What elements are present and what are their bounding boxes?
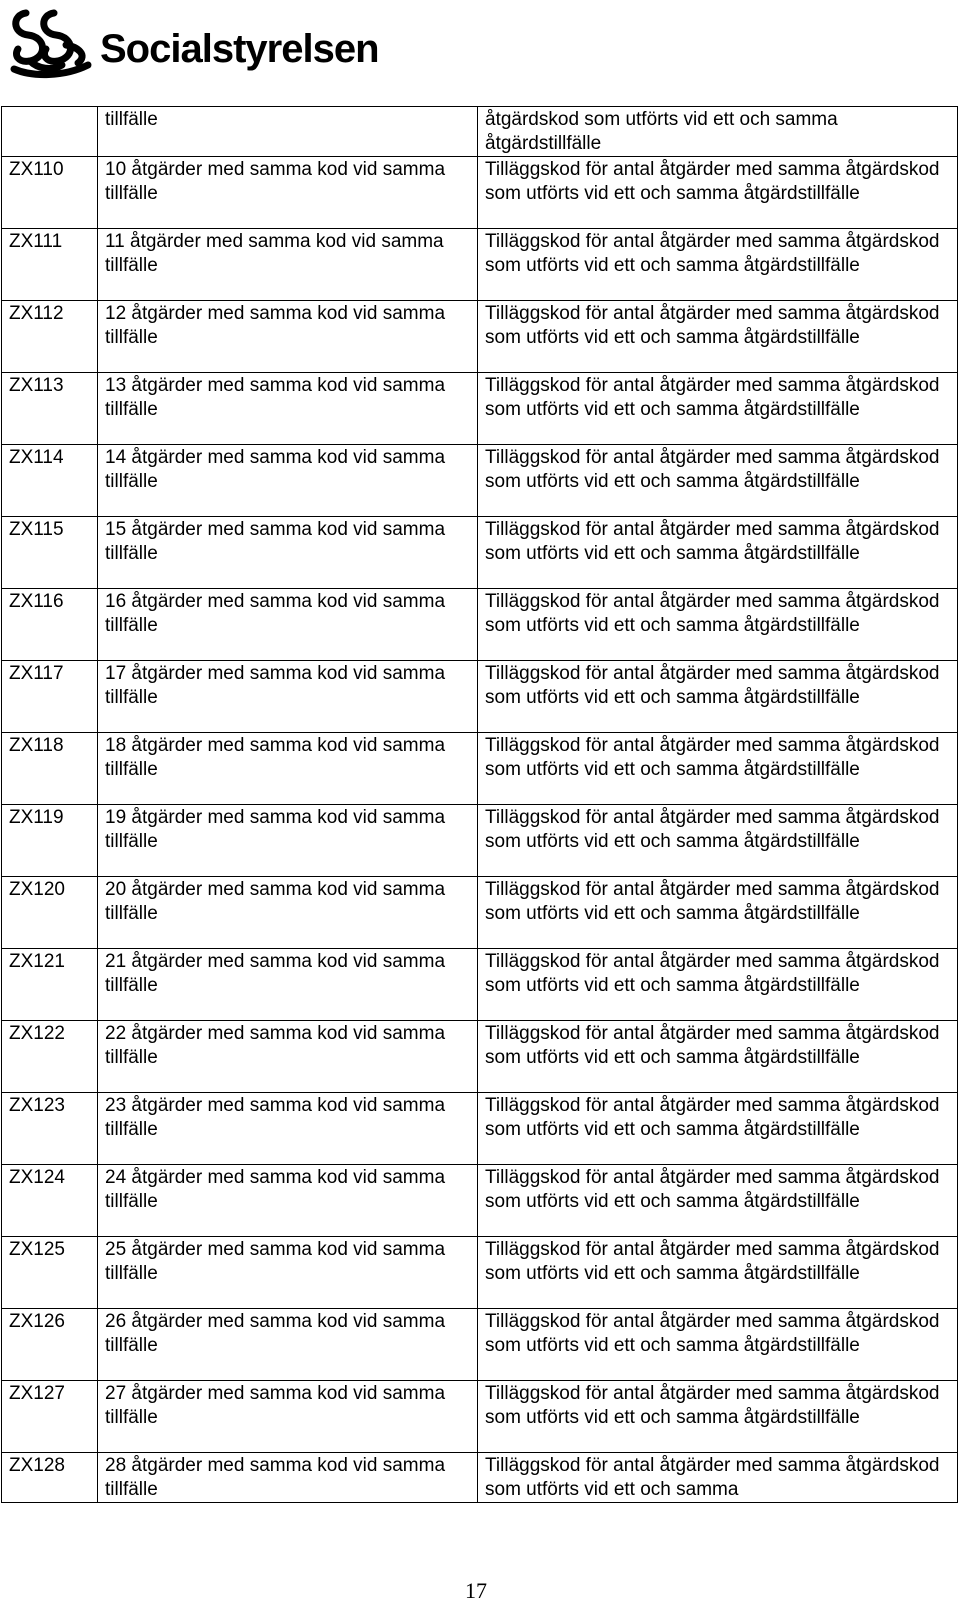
description-cell: Tilläggskod för antal åtgärder med samma åtgärdskod som utförts vid ett och samma åtgärdstillfälle [478,1021,958,1093]
table-row [2,229,958,301]
table-row [2,1165,958,1237]
name-cell: 10 åtgärder med samma kod vid samma tillfälle [98,157,478,229]
description-cell: Tilläggskod för antal åtgärder med samma åtgärdskod som utförts vid ett och samma åtgärdstillfälle [478,445,958,517]
table-row [2,589,958,661]
table-row [2,373,958,445]
code-cell: ZX116 [2,589,98,661]
table-row [2,445,958,517]
table-row [2,1093,958,1165]
description-cell: Tilläggskod för antal åtgärder med samma åtgärdskod som utförts vid ett och samma åtgärdstillfälle [478,1309,958,1381]
code-cell: ZX124 [2,1165,98,1237]
table-row [2,301,958,373]
description-cell: Tilläggskod för antal åtgärder med samma åtgärdskod som utförts vid ett och samma åtgärdstillfälle [478,589,958,661]
socialstyrelsen-logo-icon [8,3,96,79]
name-cell: 12 åtgärder med samma kod vid samma tillfälle [98,301,478,373]
header-logo [8,2,379,80]
name-cell: 17 åtgärder med samma kod vid samma tillfälle [98,661,478,733]
name-cell: 26 åtgärder med samma kod vid samma tillfälle [98,1309,478,1381]
code-cell: ZX113 [2,373,98,445]
table-row [2,877,958,949]
description-cell: åtgärdskod som utförts vid ett och samma åtgärdstillfälle [478,107,958,157]
description-cell: Tilläggskod för antal åtgärder med samma åtgärdskod som utförts vid ett och samma åtgärdstillfälle [478,877,958,949]
name-cell: 16 åtgärder med samma kod vid samma tillfälle [98,589,478,661]
code-cell: ZX119 [2,805,98,877]
table-row [2,733,958,805]
table-body [2,107,958,1503]
code-cell: ZX128 [2,1453,98,1503]
code-cell: ZX126 [2,1309,98,1381]
description-cell: Tilläggskod för antal åtgärder med samma åtgärdskod som utförts vid ett och samma åtgärdstillfälle [478,373,958,445]
code-cell [2,107,98,157]
description-cell: Tilläggskod för antal åtgärder med samma åtgärdskod som utförts vid ett och samma åtgärdstillfälle [478,301,958,373]
name-cell: 28 åtgärder med samma kod vid samma tillfälle [98,1453,478,1503]
table-row [2,1237,958,1309]
description-cell: Tilläggskod för antal åtgärder med samma åtgärdskod som utförts vid ett och samma åtgärdstillfälle [478,733,958,805]
table-row-last [2,1453,958,1503]
org-name: Socialstyrelsen [100,26,379,71]
code-cell: ZX120 [2,877,98,949]
name-cell: 27 åtgärder med samma kod vid samma tillfälle [98,1381,478,1453]
table-row [2,157,958,229]
name-cell: tillfälle [98,107,478,157]
name-cell: 14 åtgärder med samma kod vid samma tillfälle [98,445,478,517]
code-table [1,106,958,1503]
table-row [2,1309,958,1381]
code-cell: ZX110 [2,157,98,229]
name-cell: 13 åtgärder med samma kod vid samma tillfälle [98,373,478,445]
table-row [2,661,958,733]
description-cell: Tilläggskod för antal åtgärder med samma åtgärdskod som utförts vid ett och samma åtgärdstillfälle [478,805,958,877]
description-cell: Tilläggskod för antal åtgärder med samma åtgärdskod som utförts vid ett och samma åtgärdstillfälle [478,229,958,301]
description-cell: Tilläggskod för antal åtgärder med samma åtgärdskod som utförts vid ett och samma åtgärdstillfälle [478,661,958,733]
description-cell: Tilläggskod för antal åtgärder med samma åtgärdskod som utförts vid ett och samma åtgärdstillfälle [478,1165,958,1237]
code-cell: ZX123 [2,1093,98,1165]
name-cell: 19 åtgärder med samma kod vid samma tillfälle [98,805,478,877]
table-row [2,1021,958,1093]
name-cell: 21 åtgärder med samma kod vid samma tillfälle [98,949,478,1021]
description-cell: Tilläggskod för antal åtgärder med samma åtgärdskod som utförts vid ett och samma [478,1453,958,1503]
name-cell: 20 åtgärder med samma kod vid samma tillfälle [98,877,478,949]
code-cell: ZX121 [2,949,98,1021]
code-cell: ZX118 [2,733,98,805]
code-cell: ZX115 [2,517,98,589]
description-cell: Tilläggskod för antal åtgärder med samma åtgärdskod som utförts vid ett och samma åtgärdstillfälle [478,949,958,1021]
table-row [2,517,958,589]
code-cell: ZX111 [2,229,98,301]
name-cell: 11 åtgärder med samma kod vid samma tillfälle [98,229,478,301]
code-cell: ZX125 [2,1237,98,1309]
description-cell: Tilläggskod för antal åtgärder med samma åtgärdskod som utförts vid ett och samma åtgärdstillfälle [478,1093,958,1165]
page-number: 17 [465,1578,487,1603]
code-cell: ZX122 [2,1021,98,1093]
name-cell: 15 åtgärder med samma kod vid samma tillfälle [98,517,478,589]
description-cell: Tilläggskod för antal åtgärder med samma åtgärdskod som utförts vid ett och samma åtgärdstillfälle [478,1381,958,1453]
code-cell: ZX112 [2,301,98,373]
table-row [2,949,958,1021]
description-cell: Tilläggskod för antal åtgärder med samma åtgärdskod som utförts vid ett och samma åtgärdstillfälle [478,1237,958,1309]
name-cell: 23 åtgärder med samma kod vid samma tillfälle [98,1093,478,1165]
table-row-continued [2,107,958,157]
table-row [2,805,958,877]
code-cell: ZX117 [2,661,98,733]
code-cell: ZX127 [2,1381,98,1453]
name-cell: 24 åtgärder med samma kod vid samma tillfälle [98,1165,478,1237]
table-row [2,1381,958,1453]
name-cell: 18 åtgärder med samma kod vid samma tillfälle [98,733,478,805]
code-cell: ZX114 [2,445,98,517]
description-cell: Tilläggskod för antal åtgärder med samma åtgärdskod som utförts vid ett och samma åtgärdstillfälle [478,157,958,229]
description-cell: Tilläggskod för antal åtgärder med samma åtgärdskod som utförts vid ett och samma åtgärdstillfälle [478,517,958,589]
name-cell: 22 åtgärder med samma kod vid samma tillfälle [98,1021,478,1093]
name-cell: 25 åtgärder med samma kod vid samma tillfälle [98,1237,478,1309]
